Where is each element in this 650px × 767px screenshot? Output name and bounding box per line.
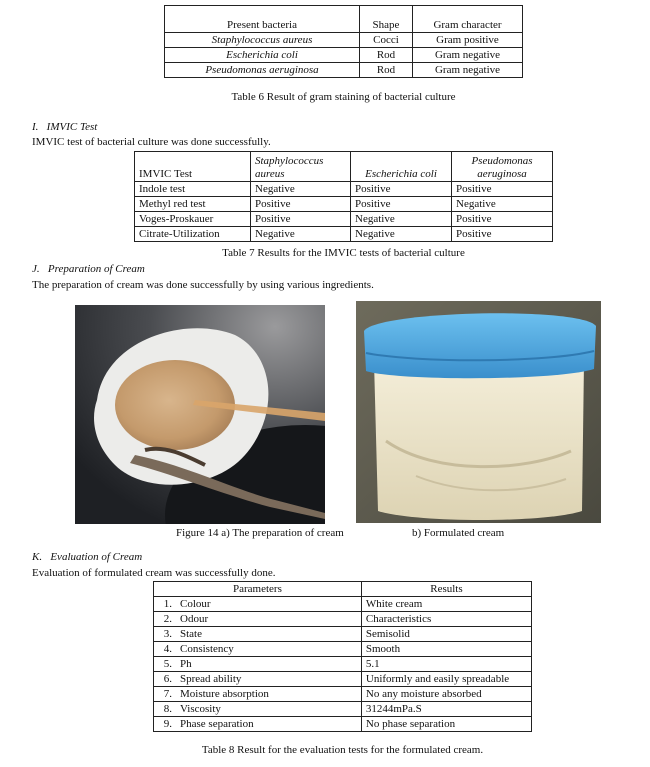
table6-cell: Gram negative bbox=[413, 63, 523, 78]
table8-result: 31244mPa.S bbox=[361, 702, 531, 717]
table7-cell: Positive bbox=[452, 227, 553, 242]
table8-result: Characteristics bbox=[361, 612, 531, 627]
table6-header: Present bacteria bbox=[165, 6, 360, 33]
table8-index: 9. bbox=[154, 717, 173, 732]
table-row bbox=[135, 182, 553, 197]
table7-header: Escherichia coli bbox=[351, 152, 452, 182]
imvic-table bbox=[134, 151, 553, 242]
table6-cell: Rod bbox=[360, 63, 413, 78]
table6-cell: Pseudomonas aeruginosa bbox=[165, 63, 360, 78]
table8-index: 7. bbox=[154, 687, 173, 702]
table7-cell: Negative bbox=[251, 182, 351, 197]
table8-result: White cream bbox=[361, 597, 531, 612]
table8-result: No phase separation bbox=[361, 717, 531, 732]
table8-index: 2. bbox=[154, 612, 173, 627]
table8-index: 8. bbox=[154, 702, 173, 717]
cream-evaluation-table bbox=[153, 581, 532, 732]
formulated-cream-photo bbox=[356, 301, 601, 523]
table-row bbox=[154, 687, 532, 702]
table-row bbox=[154, 702, 532, 717]
table8-result: Smooth bbox=[361, 642, 531, 657]
table8-result: Uniformly and easily spreadable bbox=[361, 672, 531, 687]
table-row bbox=[135, 212, 553, 227]
table7-cell: Negative bbox=[351, 212, 452, 227]
table8-header: Results bbox=[361, 582, 531, 597]
table8-result: 5.1 bbox=[361, 657, 531, 672]
table-row bbox=[154, 657, 532, 672]
figure14-caption-a: Figure 14 a) The preparation of cream bbox=[176, 527, 344, 539]
table-row bbox=[154, 612, 532, 627]
table8-parameter: Colour bbox=[172, 597, 361, 612]
table-row bbox=[154, 642, 532, 657]
table-row bbox=[135, 227, 553, 242]
table6-cell: Staphylococcus aureus bbox=[165, 33, 360, 48]
table8-parameter: Odour bbox=[172, 612, 361, 627]
table8-index: 1. bbox=[154, 597, 173, 612]
cream-preparation-photo bbox=[75, 305, 325, 524]
table8-header: Parameters bbox=[154, 582, 362, 597]
table7-cell: Negative bbox=[351, 227, 452, 242]
table8-parameter: Spread ability bbox=[172, 672, 361, 687]
table8-caption: Table 8 Result for the evaluation tests for the formulated cream. bbox=[201, 744, 484, 756]
table8-parameter: Moisture absorption bbox=[172, 687, 361, 702]
table8-index: 3. bbox=[154, 627, 173, 642]
cream-jar-illustration bbox=[356, 301, 601, 523]
table6-cell: Gram positive bbox=[413, 33, 523, 48]
table-row bbox=[154, 717, 532, 732]
table8-result: No any moisture absorbed bbox=[361, 687, 531, 702]
table7-cell: Positive bbox=[452, 182, 553, 197]
table8-index: 5. bbox=[154, 657, 173, 672]
table6-cell: Cocci bbox=[360, 33, 413, 48]
table-row bbox=[165, 63, 523, 78]
table7-cell: Positive bbox=[251, 212, 351, 227]
table7-cell: Voges-Proskauer bbox=[135, 212, 251, 227]
section-k-text: Evaluation of formulated cream was successfully done. bbox=[32, 567, 276, 579]
table8-parameter: Viscosity bbox=[172, 702, 361, 717]
table8-index: 6. bbox=[154, 672, 173, 687]
table7-cell: Positive bbox=[452, 212, 553, 227]
section-k-heading: K. Evaluation of Cream bbox=[32, 551, 143, 563]
table6-cell: Gram negative bbox=[413, 48, 523, 63]
table8-result: Semisolid bbox=[361, 627, 531, 642]
table7-cell: Indole test bbox=[135, 182, 251, 197]
table6-header: Shape bbox=[360, 6, 413, 33]
section-i-heading: I. IMVIC Test bbox=[32, 121, 98, 133]
table8-parameter: State bbox=[172, 627, 361, 642]
table7-cell: Methyl red test bbox=[135, 197, 251, 212]
table7-header: IMVIC Test bbox=[135, 152, 251, 182]
table6-cell: Escherichia coli bbox=[165, 48, 360, 63]
table-row bbox=[154, 627, 532, 642]
table-row bbox=[165, 33, 523, 48]
table-row bbox=[154, 672, 532, 687]
table6-header: Gram character bbox=[413, 6, 523, 33]
gram-stain-table bbox=[164, 5, 523, 78]
table-row bbox=[135, 197, 553, 212]
table6-caption: Table 6 Result of gram staining of bacterial culture bbox=[231, 91, 456, 103]
table6-cell: Rod bbox=[360, 48, 413, 63]
section-j-heading: J. Preparation of Cream bbox=[32, 263, 145, 275]
table7-cell: Negative bbox=[251, 227, 351, 242]
table8-parameter: Ph bbox=[172, 657, 361, 672]
table8-parameter: Consistency bbox=[172, 642, 361, 657]
table7-caption: Table 7 Results for the IMVIC tests of bacterial culture bbox=[222, 247, 465, 259]
table7-cell: Citrate-Utilization bbox=[135, 227, 251, 242]
table8-index: 4. bbox=[154, 642, 173, 657]
table7-header: Staphylococcus aureus bbox=[251, 152, 351, 182]
table7-cell: Positive bbox=[351, 197, 452, 212]
table7-cell: Positive bbox=[351, 182, 452, 197]
table-row bbox=[165, 48, 523, 63]
table7-cell: Negative bbox=[452, 197, 553, 212]
table8-parameter: Phase separation bbox=[172, 717, 361, 732]
figure14-caption-b: b) Formulated cream bbox=[412, 527, 505, 539]
section-i-text: IMVIC test of bacterial culture was done successfully. bbox=[32, 136, 271, 148]
table7-cell: Positive bbox=[251, 197, 351, 212]
cream-preparation-illustration bbox=[75, 305, 325, 524]
table7-header: Pseudomonas aeruginosa bbox=[452, 152, 553, 182]
section-j-text: The preparation of cream was done successfully by using various ingredients. bbox=[32, 279, 374, 291]
table-row bbox=[154, 597, 532, 612]
